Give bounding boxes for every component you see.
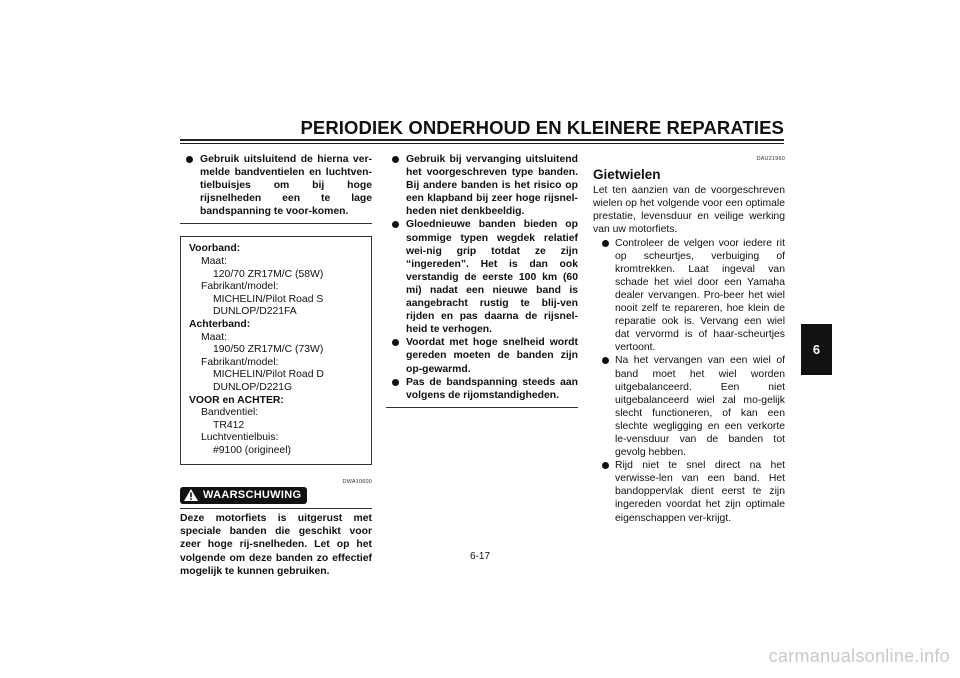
right-column bbox=[593, 153, 785, 525]
left-column bbox=[180, 153, 372, 578]
bullet-dot-icon bbox=[186, 156, 193, 163]
warning-text: Deze motorfiets is uitgerust met speciale banden die geschikt voor zeer hoge rij-snelheden. Let op het volgende om deze banden zo effectief mogelijk te kunnen gebruiken. bbox=[180, 513, 372, 577]
header-rule-thin bbox=[180, 143, 784, 144]
chapter-tab: 6 bbox=[801, 324, 832, 375]
section-title: Gietwielen bbox=[593, 167, 661, 183]
rear-tire-label: Achterband: bbox=[189, 319, 251, 331]
middle-bullet-4: Pas de bandspanning steeds aan volgens de rijomstandigheden. bbox=[386, 376, 578, 402]
right-bullet-3: Rijd niet te snel direct na het verwisse-len van een band. Het bandoppervlak dient eerst te zijn ingereden voordat het zijn optimale eigenschappen ver-krijgt. bbox=[593, 459, 785, 524]
section-intro: Let ten aanzien van de voorgeschreven wielen op het volgende voor een optimale prestatie, levensduur en veilige werking van uw motorfiets. bbox=[593, 185, 785, 236]
valve-value: TR412 bbox=[213, 419, 245, 431]
front-maker-label: Fabrikant/model: bbox=[201, 281, 279, 293]
front-size-label: Maat: bbox=[201, 256, 227, 268]
warning-badge: WAARSCHUWING bbox=[180, 487, 307, 504]
bullet-dot-icon bbox=[392, 221, 399, 228]
bullet-dot-icon bbox=[602, 240, 609, 247]
header-rule bbox=[180, 139, 784, 141]
front-model-2: DUNLOP/D221FA bbox=[213, 306, 297, 318]
tube-label: Luchtventielbuis: bbox=[201, 432, 279, 444]
front-size-value: 120/70 ZR17M/C (58W) bbox=[213, 268, 324, 280]
warning-code: DWA10600 bbox=[342, 478, 372, 485]
bullet-dot-icon bbox=[602, 462, 609, 469]
bullet-dot-icon bbox=[392, 339, 399, 346]
rear-model-2: DUNLOP/D221G bbox=[213, 382, 293, 393]
page-header-title: PERIODIEK ONDERHOUD EN KLEINERE REPARATIES bbox=[300, 117, 784, 138]
section-code: DAU21960 bbox=[756, 156, 785, 162]
front-model-1: MICHELIN/Pilot Road S bbox=[213, 293, 324, 305]
middle-bullet-2: Gloednieuwe banden bieden op sommige typen wegdek relatief wei-nig grip totdat ze zijn “ingereden”. Het is dan ook verstandig de eerste 100 km (60 mi) nadat een nieuwe band is aangebracht rustig te blij-ven rijden en pas daarna de rijsnel-heid te verhogen. bbox=[386, 218, 578, 336]
warning-header bbox=[180, 487, 372, 506]
warning-rule bbox=[180, 508, 372, 509]
front-tire-label: Voorband: bbox=[189, 243, 241, 255]
valve-label: Bandventiel: bbox=[201, 407, 259, 419]
watermark: carmanualsonline.info bbox=[768, 646, 950, 666]
bullet-dot-icon bbox=[392, 379, 399, 386]
bullet-dot-icon bbox=[602, 357, 609, 364]
tire-spec-box bbox=[180, 236, 372, 464]
rear-model-1: MICHELIN/Pilot Road D bbox=[213, 369, 324, 381]
middle-column bbox=[386, 153, 578, 408]
rear-size-label: Maat: bbox=[201, 331, 227, 343]
tube-value: #9100 (origineel) bbox=[213, 444, 291, 456]
rear-maker-label: Fabrikant/model: bbox=[201, 356, 279, 368]
middle-bullet-3: Voordat met hoge snelheid wordt gereden moeten de banden zijn op-gewarmd. bbox=[386, 336, 578, 375]
bullet-dot-icon bbox=[392, 156, 399, 163]
page-number: 6-17 bbox=[469, 551, 490, 562]
warning-triangle-icon bbox=[184, 489, 198, 501]
rear-size-value: 190/50 ZR17M/C (73W) bbox=[213, 344, 324, 356]
section-divider bbox=[386, 407, 578, 408]
middle-bullet-1: Gebruik bij vervanging uitsluitend het voorgeschreven type banden. Bij andere banden is het risico op een klapband bij zeer hoge rijsnel-heden niet denkbeeldig. bbox=[386, 153, 578, 218]
section-divider bbox=[180, 223, 372, 224]
right-bullet-1: Controleer de velgen voor iedere rit op scheurtjes, verbuiging of kromtrekken. Laat ingeval van schade het wiel door een Yamaha dealer vervangen. Pro-beer het wiel nooit zelf te repareren, hoe klein de reparatie ook is. Vervang een wiel dat vervormd is of haar-scheurtjes vertoont. bbox=[593, 237, 785, 355]
right-bullet-2: Na het vervangen van een wiel of band moet het wiel worden uitgebalanceerd. Een niet uitgebalanceerd wiel zal mo-gelijk slecht functioneren, of kan een slechte wegligging en een verkorte le-vensduur van de banden tot gevolg hebben. bbox=[593, 354, 785, 459]
both-tires-label: VOOR en ACHTER: bbox=[189, 394, 284, 406]
left-bullet: Gebruik uitsluitend de hierna ver-melde bandventielen en luchtven-tielbuisjes om bij hoge rijsnelheden een te lage bandspanning te voor-komen. bbox=[180, 153, 372, 218]
